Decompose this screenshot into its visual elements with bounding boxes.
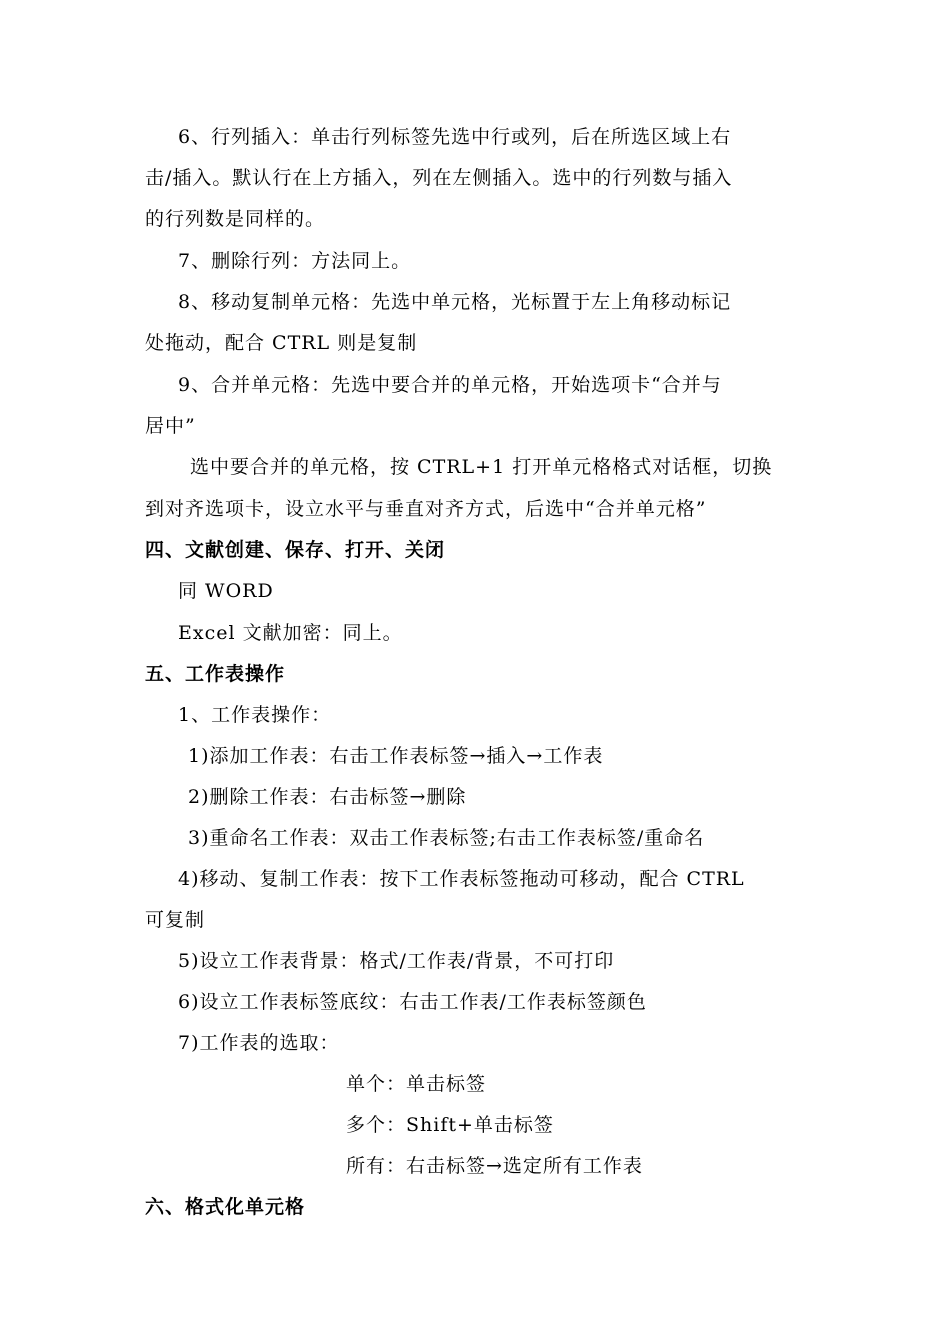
paragraph-line: 8、移动复制单元格：先选中单元格，光标置于左上角移动标记: [178, 291, 732, 313]
sub-list-item: 单个：单击标签: [346, 1073, 487, 1095]
paragraph-line: 的行列数是同样的。: [145, 208, 326, 230]
paragraph-line: 7、删除行列：方法同上。: [178, 250, 412, 272]
list-item: 4)移动、复制工作表：按下工作表标签拖动可移动，配合 CTRL: [178, 868, 745, 890]
paragraph-line: 处拖动，配合 CTRL 则是复制: [145, 332, 418, 354]
paragraph-line: 6、行列插入：单击行列标签先选中行或列，后在所选区域上右: [178, 126, 732, 148]
list-item: 5)设立工作表背景：格式/工作表/背景，不可打印: [178, 950, 615, 972]
paragraph-line: 击/插入。默认行在上方插入，列在左侧插入。选中的行列数与插入: [145, 167, 733, 189]
list-item: 7)工作表的选取：: [178, 1032, 340, 1054]
list-item: 1)添加工作表：右击工作表标签→插入→工作表: [188, 745, 604, 767]
paragraph-line: 9、合并单元格：先选中要合并的单元格，开始选项卡“合并与: [178, 374, 722, 396]
list-item: 6)设立工作表标签底纹：右击工作表/工作表标签颜色: [178, 991, 647, 1013]
list-item: 2)删除工作表：右击标签→删除: [188, 786, 467, 808]
paragraph-line: 到对齐选项卡，设立水平与垂直对齐方式，后选中“合并单元格”: [145, 498, 707, 520]
sub-list-item: 所有：右击标签→选定所有工作表: [346, 1155, 643, 1177]
section-heading: 五、工作表操作: [145, 663, 286, 685]
paragraph-line: 1、工作表操作：: [178, 704, 332, 726]
paragraph-line: 选中要合并的单元格，按 CTRL+1 打开单元格格式对话框，切换: [190, 456, 773, 478]
paragraph-line: Excel 文献加密：同上。: [178, 622, 403, 644]
list-item: 3)重命名工作表：双击工作表标签;右击工作表标签/重命名: [188, 827, 705, 849]
sub-list-item: 多个：Shift+单击标签: [346, 1114, 554, 1136]
section-heading: 六、格式化单元格: [145, 1196, 306, 1218]
paragraph-line: 同 WORD: [178, 580, 274, 602]
section-heading: 四、文献创建、保存、打开、关闭: [145, 539, 446, 561]
paragraph-line: 可复制: [145, 909, 206, 931]
paragraph-line: 居中”: [145, 415, 196, 437]
